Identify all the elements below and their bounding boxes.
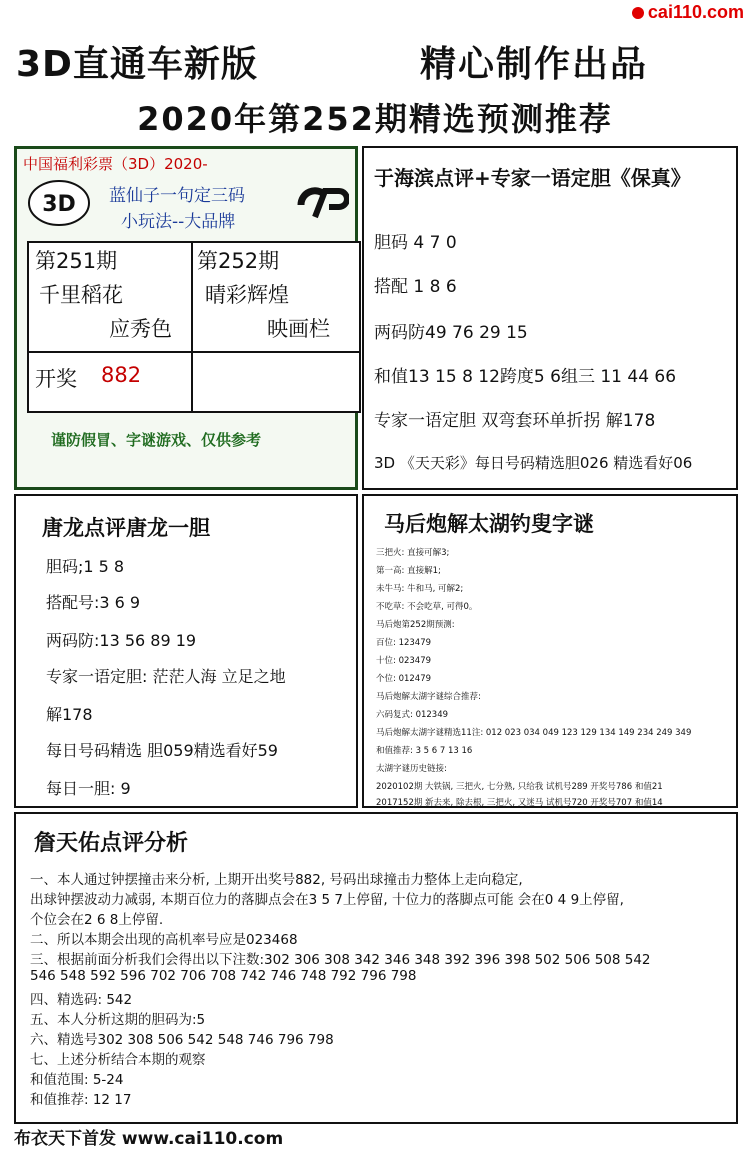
zhan-line: 出球钟摆波动力减弱, 本期百位力的落脚点会在3 5 7上停留, 十位力的落脚点可能 会在0 4 9上停留, (30, 892, 624, 908)
site-name: cai110.com (647, 2, 744, 22)
draw-value: 882 (101, 363, 142, 387)
zhan-line: 和值范围: 5-24 (30, 1072, 124, 1088)
grid-divider-h (29, 351, 359, 353)
ma-line: 未牛马: 牛和马, 可解2; (376, 584, 464, 594)
zhan-line: 二、所以本期会出现的高机率号应是023468 (30, 932, 298, 948)
yu-title: 于海滨点评+专家一语定胆《保真》 (374, 166, 691, 190)
ma-line: 2017152期 新去来, 除去根, 三把火, 又迷马 试机号720 开奖号707 和值14 (376, 798, 663, 808)
site-badge[interactable] (632, 2, 744, 23)
prev-issue: 第251期 (35, 249, 118, 273)
ma-line: 马后炮第252期预测: (376, 620, 455, 630)
tang-line: 两码防:13 56 89 19 (46, 631, 197, 650)
tang-line: 专家一语定胆: 茫茫人海 立足之地 (46, 667, 286, 686)
riddle-grid (27, 241, 361, 413)
zhan-line: 四、精选码: 542 (30, 992, 133, 1008)
tang-line: 解178 (46, 705, 93, 724)
yu-line: 两码防49 76 29 15 (374, 323, 528, 343)
zhan-line: 三、根据前面分析我们会得出以下注数:302 306 308 342 346 348 392 396 398 502 506 508 542 (30, 952, 651, 968)
ticket-warning: 谨防假冒、字谜游戏、仅供参考 (51, 431, 262, 449)
page-title-left: 3D直通车新版 (16, 44, 258, 85)
ticket-slogan-1: 蓝仙子一句定三码 (109, 186, 245, 206)
prev-riddle-1: 千里稻花 (39, 283, 123, 307)
3d-logo-text: 3D (42, 192, 76, 217)
ma-line: 太湖字谜历史链接: (376, 764, 447, 774)
next-riddle-2: 映画栏 (267, 317, 330, 341)
zhan-line: 七、上述分析结合本期的观察 (30, 1052, 206, 1068)
zhan-panel (14, 812, 738, 1124)
page-subtitle: 2020年第252期精选预测推荐 (137, 100, 613, 138)
ma-line: 第一高: 直接解1; (376, 566, 441, 576)
footer-text: 布衣天下首发 www.cai110.com (14, 1129, 284, 1149)
yu-line: 搭配 1 8 6 (374, 277, 457, 297)
site-logo-icon (632, 7, 644, 19)
ma-line: 不吃草: 不会吃草, 可得0。 (376, 602, 478, 612)
ticket-header: 中国福利彩票（3D）2020- (23, 155, 208, 173)
prev-riddle-2: 应秀色 (109, 317, 172, 341)
zhan-title: 詹天佑点评分析 (34, 831, 189, 856)
zhan-line: 和值推荐: 12 17 (30, 1092, 132, 1108)
ma-panel (362, 494, 738, 808)
yu-panel (362, 146, 738, 490)
3d-logo-icon (25, 173, 93, 229)
next-issue: 第252期 (197, 249, 280, 273)
ma-line: 百位: 123479 (376, 638, 432, 648)
ticket-slogan-2: 小玩法--大品牌 (121, 212, 236, 232)
page-title-right: 精心制作出品 (420, 44, 649, 85)
tang-line: 每日号码精选 胆059精选看好59 (46, 741, 278, 760)
draw-label: 开奖 (35, 367, 77, 391)
zhan-line: 六、精选号302 308 506 542 548 746 796 798 (30, 1032, 334, 1048)
tang-line: 胆码;1 5 8 (46, 557, 125, 576)
ma-line: 十位: 023479 (376, 656, 432, 666)
ticket-panel (14, 146, 358, 490)
ma-line: 马后炮解太湖字谜精选11注: 012 023 034 049 123 129 134 149 234 249 349 (376, 728, 692, 738)
tang-line: 搭配号:3 6 9 (46, 593, 141, 612)
zhan-line: 五、本人分析这期的胆码为:5 (30, 1012, 206, 1028)
tang-line: 每日一胆: 9 (46, 779, 131, 798)
ma-line: 三把火: 直接可解3; (376, 548, 450, 558)
zhan-line: 546 548 592 596 702 706 708 742 746 748 792 796 798 (30, 968, 417, 984)
yu-line: 和值13 15 8 12跨度5 6组三 11 44 66 (374, 367, 677, 387)
ma-line: 和值推荐: 3 5 6 7 13 16 (376, 746, 473, 756)
cwl-logo-icon (293, 183, 349, 227)
tang-panel (14, 494, 358, 808)
zhan-line: 一、本人通过钟摆撞击来分析, 上期开出奖号882, 号码出球撞击力整体上走向稳定, (30, 872, 523, 888)
ma-line: 2020102期 大铁锅, 三把火, 七分熟, 只给我 试机号289 开奖号786 和值21 (376, 782, 663, 792)
yu-line: 3D 《天天彩》每日号码精选胆026 精选看好06 (374, 454, 693, 472)
ma-line: 个位: 012479 (376, 674, 432, 684)
yu-line: 专家一语定胆 双弯套环单折拐 解178 (374, 411, 656, 431)
ma-title: 马后炮解太湖钓叟字谜 (384, 512, 594, 536)
next-riddle-1: 晴彩辉煌 (205, 283, 289, 307)
yu-line: 胆码 4 7 0 (374, 233, 457, 253)
ma-line: 六码复式: 012349 (376, 710, 449, 720)
tang-title: 唐龙点评唐龙一胆 (42, 516, 210, 540)
grid-divider-v (191, 243, 193, 411)
zhan-line: 个位会在2 6 8上停留. (30, 912, 164, 928)
ma-line: 马后炮解太湖字谜综合推荐: (376, 692, 481, 702)
